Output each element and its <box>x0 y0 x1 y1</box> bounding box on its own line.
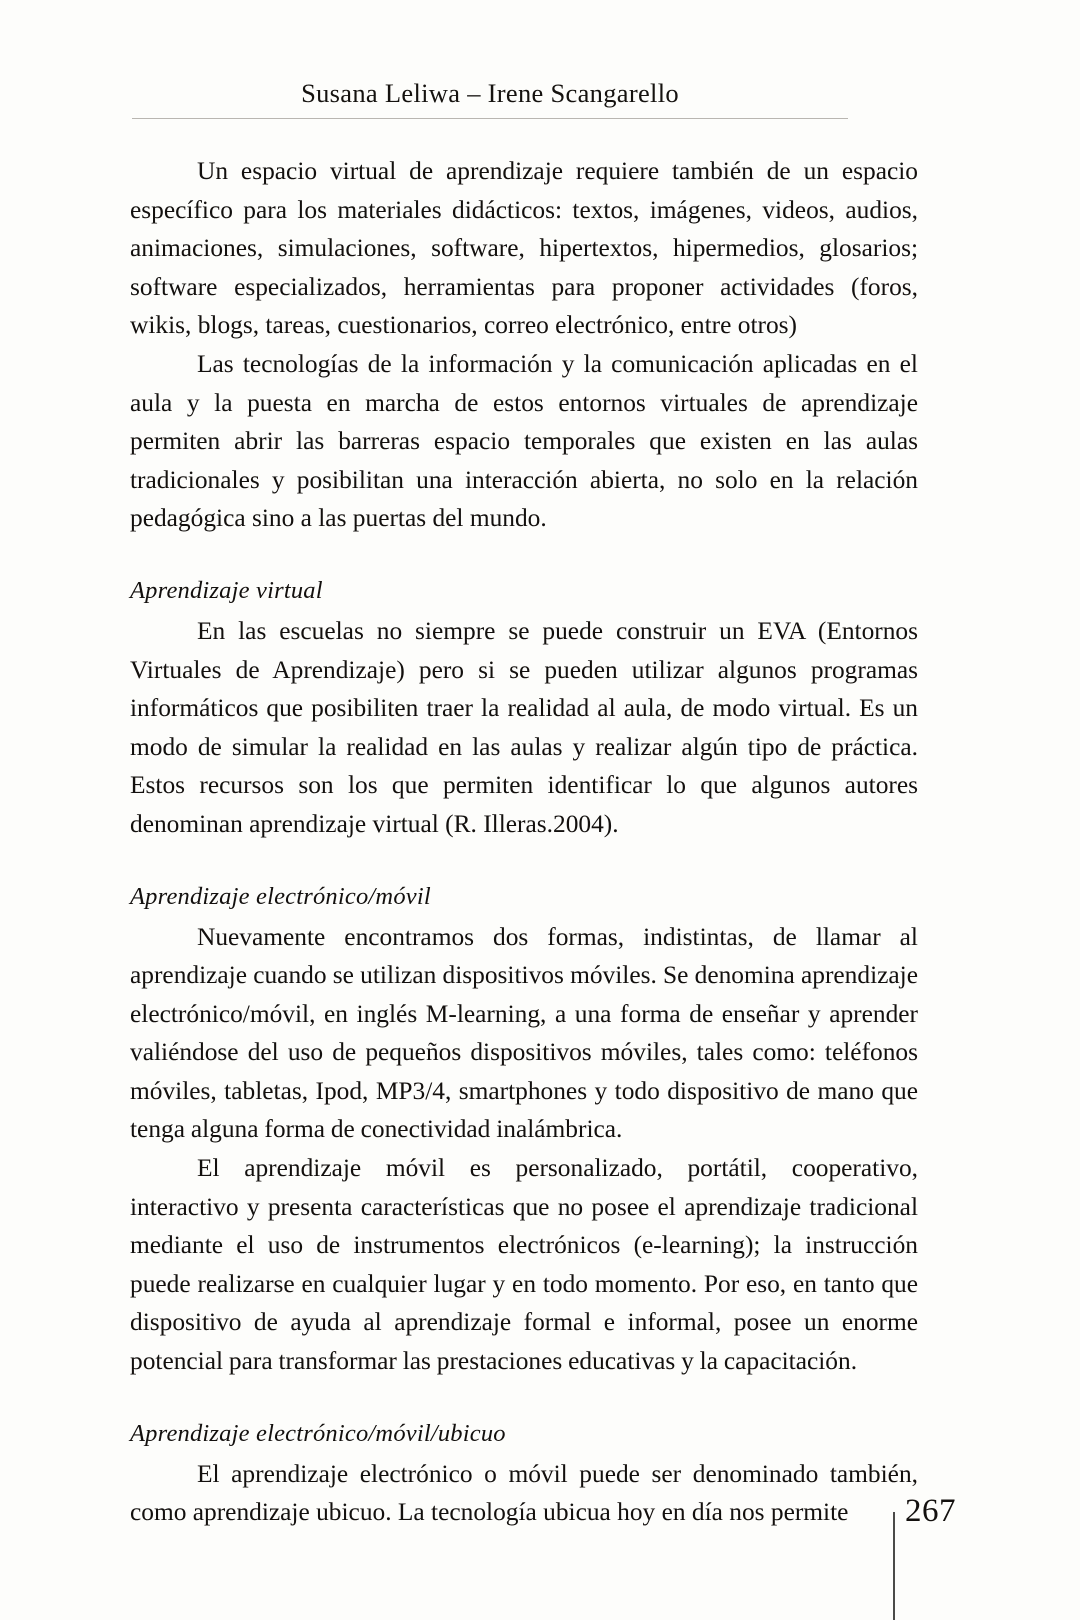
running-head: Susana Leliwa – Irene Scangarello <box>301 78 679 108</box>
section-heading-aprendizaje-electronico-movil: Aprendizaje electrónico/móvil <box>130 882 431 910</box>
paragraph-4: Nuevamente encontramos dos formas, indistintas, de llamar al aprendizaje cuando se utilizan dispositivos móviles. Se denomina aprendizaje electrónico/móvil, en inglés M-learning, a una forma de enseñar y aprender valiéndose del uso de pequeños dispositivos móviles, tales como: teléfonos móviles, tabletas, Ipod, MP3/4, smartphones y todo dispositivo de mano que tenga alguna forma de conectividad inalámbrica. <box>130 922 918 1144</box>
section-heading-aprendizaje-electronico-movil-ubicuo: Aprendizaje electrónico/móvil/ubicuo <box>130 1419 506 1447</box>
paragraph-1: Un espacio virtual de aprendizaje requiere también de un espacio específico para los materiales didácticos: textos, imágenes, videos, audios, animaciones, simulaciones, software, hipertextos, hipermedios, glosarios; software especializados, herramientas para proponer actividades (foros, wikis, blogs, tareas, cuestionarios, correo electrónico, entre otros) <box>130 157 918 340</box>
paragraph-5: El aprendizaje móvil es personalizado, portátil, cooperativo, interactivo y presenta características que no posee el aprendizaje tradicional mediante el uso de instrumentos electrónicos (e-learning); la instrucción puede realizarse en cualquier lugar y en todo momento. Por eso, en tanto que dispositivo de ayuda al aprendizaje formal e informal, posee un enorme potencial para transformar las prestaciones educativas y la capacitación. <box>130 1154 918 1376</box>
section-heading-aprendizaje-virtual: Aprendizaje virtual <box>130 576 323 604</box>
paragraph-3: En las escuelas no siempre se puede construir un EVA (Entornos Virtuales de Aprendizaje) pero si se pueden utilizar algunos programas informáticos que posibiliten traer la realidad al aula, de modo virtual. Es un modo de simular la realidad en las aulas y realizar algún tipo de práctica. Estos recursos son los que permiten identificar lo que algunos autores denominan aprendizaje virtual (R. Illeras.2004). <box>130 616 918 838</box>
spacer <box>130 844 918 880</box>
spacer <box>130 538 918 574</box>
paragraph-6: El aprendizaje electrónico o móvil puede ser denominado también, como aprendizaje ubicuo. La tecnología ubicua hoy en día nos permite <box>130 1459 918 1527</box>
body-text-column <box>130 152 918 1532</box>
folio-rule <box>893 1512 895 1620</box>
paragraph-2: Las tecnologías de la información y la comunicación aplicadas en el aula y la puesta en marcha de estos entornos virtuales de aprendizaje permiten abrir las barreras espacio temporales que existen en las aulas tradicionales y posibilitan una interacción abierta, no solo en la relación pedagógica sino a las puertas del mundo. <box>130 349 918 533</box>
page-number: 267 <box>905 1493 956 1529</box>
running-head-rule <box>132 118 848 119</box>
spacer <box>130 1381 918 1417</box>
